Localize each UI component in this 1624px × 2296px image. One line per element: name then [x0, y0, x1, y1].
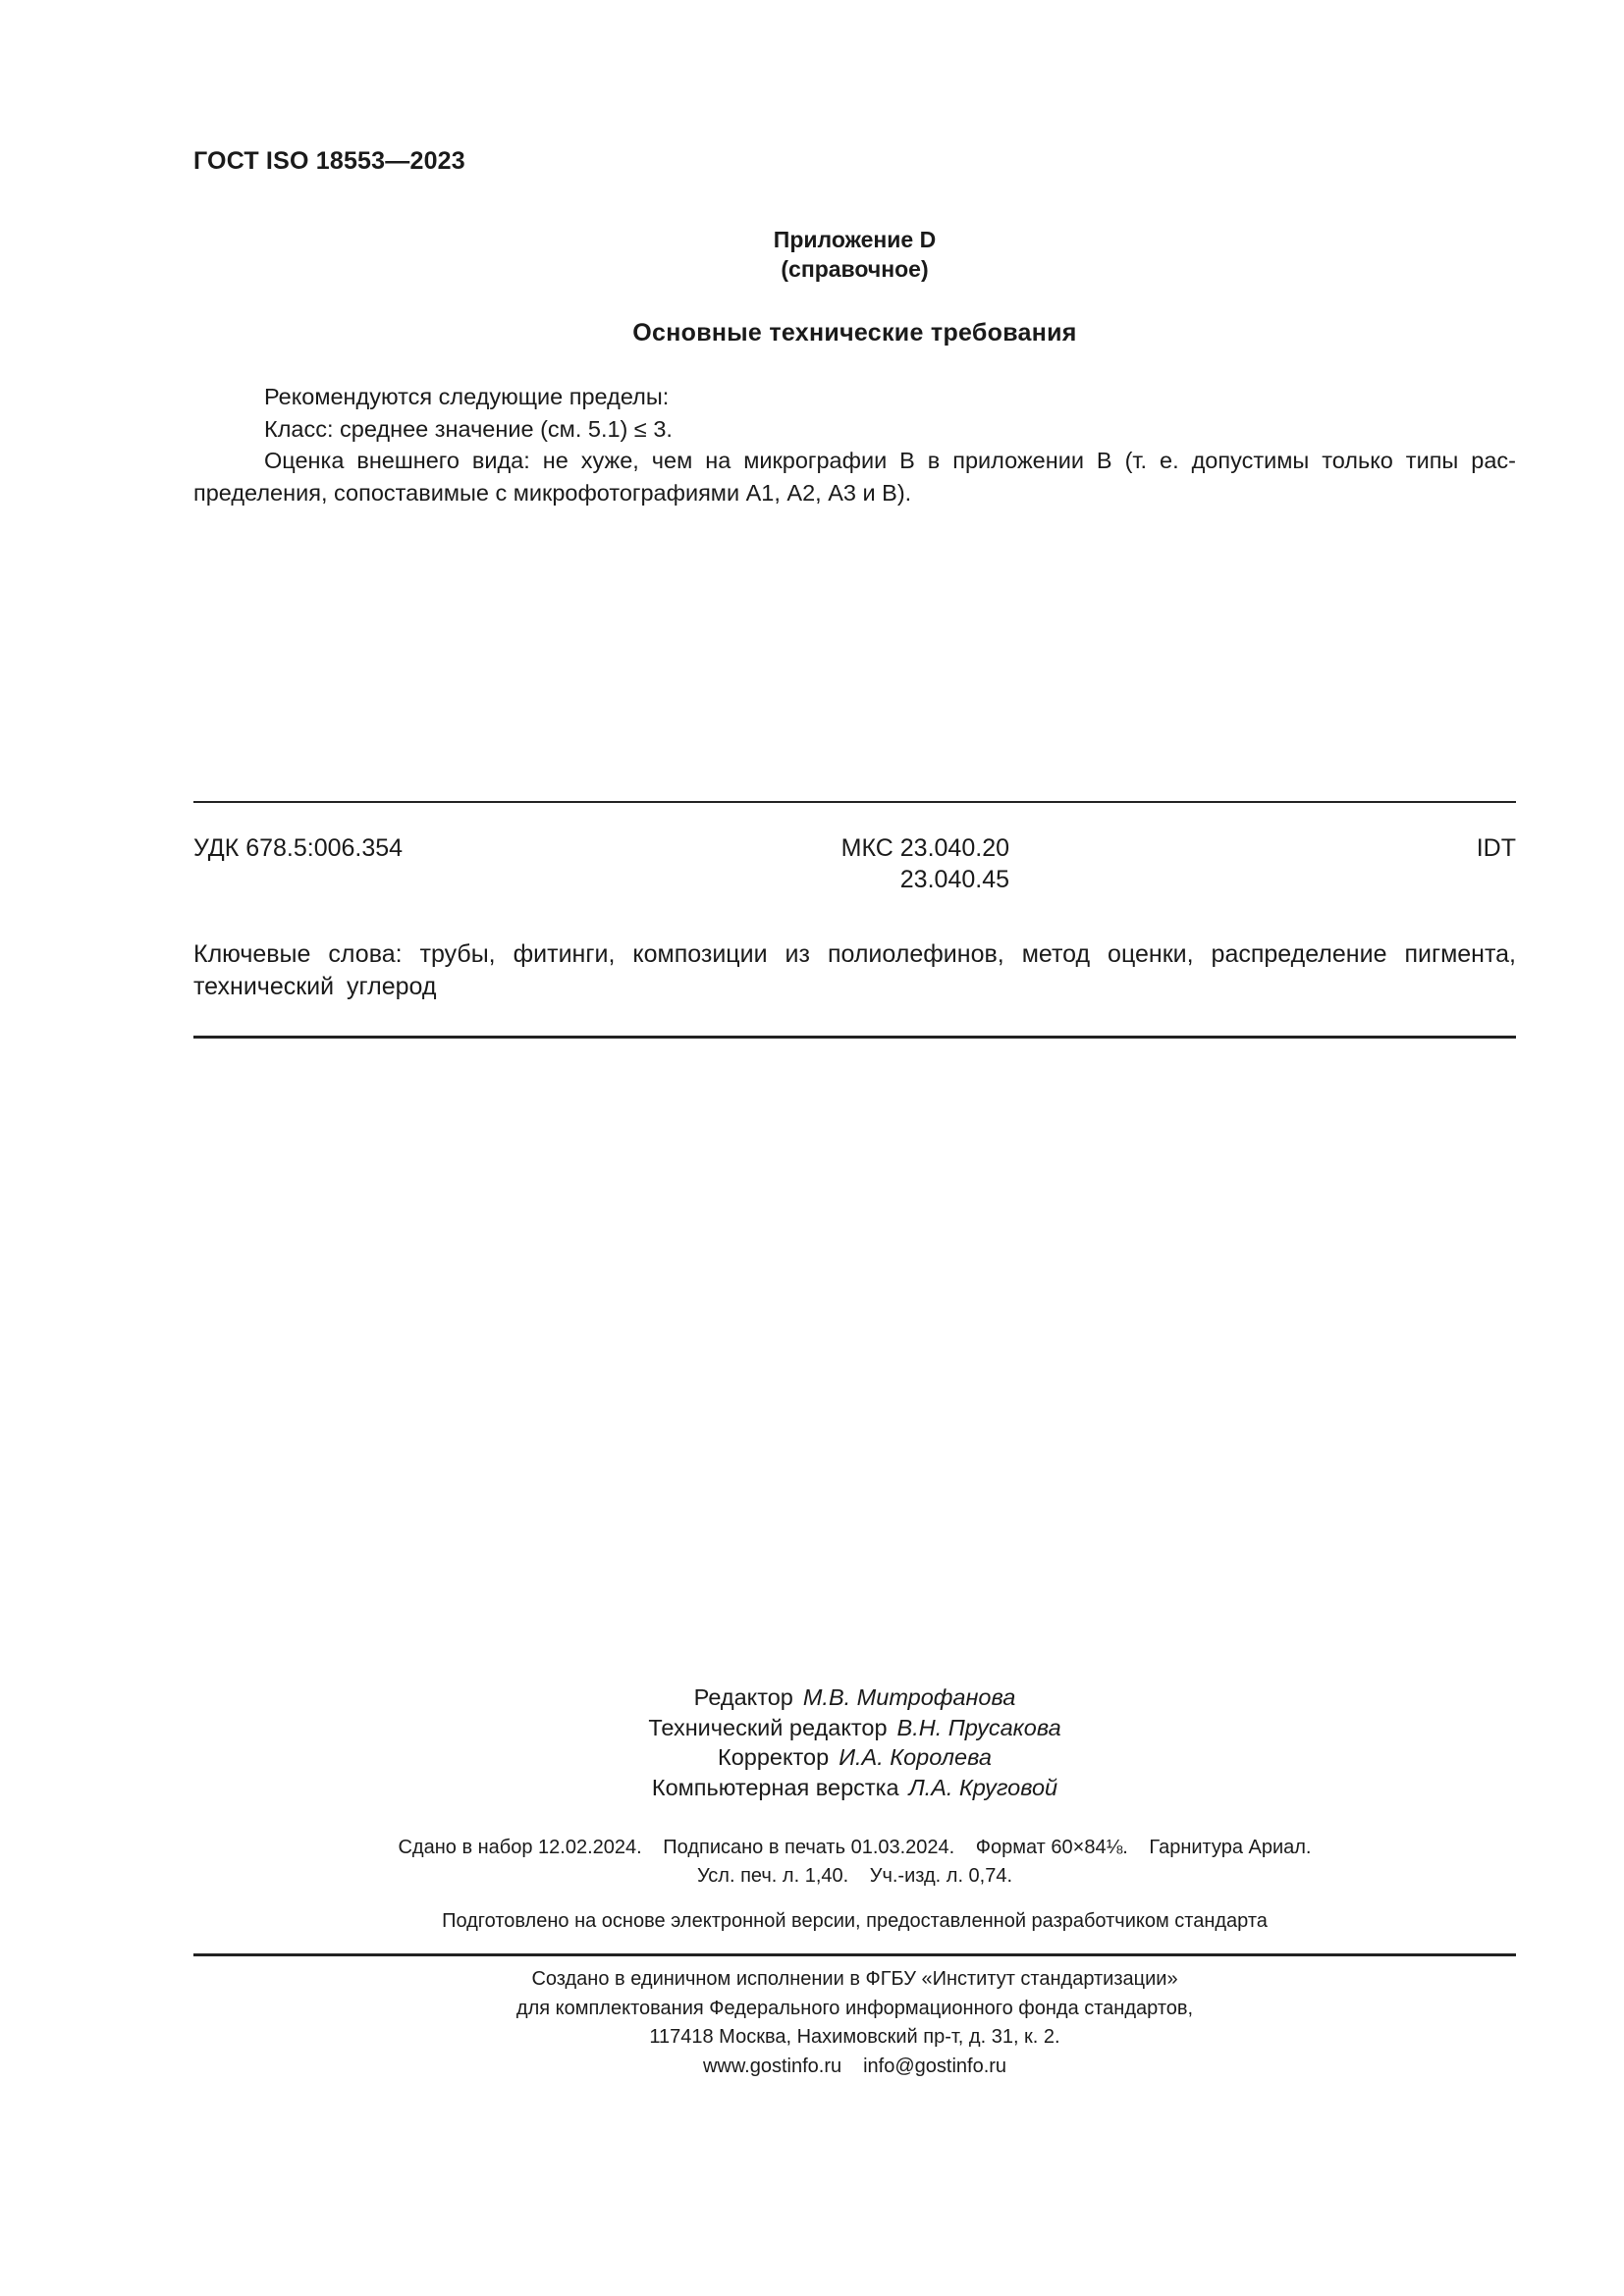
paragraph: Рекомендуются следующие пределы: [264, 384, 670, 409]
imprint-line-2 [193, 1862, 1516, 1891]
publisher-line: для комплектования Федерального информационного фонда стандартов, [515, 1997, 1194, 2019]
staff-role: Компьютерная верстка [651, 1774, 899, 1800]
submitted-date: Сдано в набор 12.02.2024. [398, 1837, 642, 1858]
paragraph: Оценка внешнего вида: не хуже, чем на микрографии В в приложении В (т. е. допустимы только типы рас-пределения, сопоставимые с микрофотографиями А1, А2, А3 и В). [193, 448, 1516, 506]
paragraph: Класс: среднее значение (см. 5.1) ≤ 3. [264, 415, 673, 442]
divider [193, 1036, 1516, 1039]
staff-line [193, 1773, 1516, 1803]
staff-role: Корректор [718, 1744, 830, 1770]
typeface: Гарнитура Ариал. [1149, 1837, 1312, 1858]
publisher-line: Создано в единичном исполнении в ФГБУ «Институт стандартизации» [531, 1968, 1178, 1990]
udk-code: УДК 678.5:006.354 [193, 834, 404, 862]
imprint-line-1 [193, 1834, 1516, 1862]
publisher-contacts [193, 2053, 1516, 2082]
annex-type: (справочное) [781, 256, 929, 282]
annex-label: Приложение D [773, 227, 937, 252]
standard-designation: ГОСТ ISO 18553—2023 [193, 147, 465, 175]
paper-format: Формат 60×84⅛. [975, 1837, 1128, 1858]
signed-date: Подписано в печать 01.03.2024. [663, 1837, 955, 1858]
staff-line [193, 1713, 1516, 1743]
publisher-address: 117418 Москва, Нахимовский пр-т, д. 31, к. 2. [649, 2026, 1060, 2048]
mks-codes [823, 832, 1009, 895]
staff-name: И.А. Королева [839, 1744, 992, 1770]
staff-role: Технический редактор [648, 1714, 888, 1740]
section-title: Основные технические требования [632, 319, 1077, 347]
staff-name: В.Н. Прусакова [896, 1714, 1061, 1740]
body-text [193, 381, 1516, 508]
staff-line [193, 1682, 1516, 1713]
staff-role: Редактор [693, 1684, 793, 1710]
staff-line [193, 1742, 1516, 1773]
harmonization-degree: IDT [1476, 834, 1516, 862]
publisher-sheets: Уч.-изд. л. 0,74. [869, 1865, 1013, 1887]
keywords: Ключевые слова: трубы, фитинги, композиции из полиолефинов, метод оценки, распределение пигмента, технический углерод [193, 940, 1516, 1000]
imprint [193, 1834, 1516, 1891]
staff-list [193, 1682, 1516, 1802]
print-sheets: Усл. печ. л. 1,40. [696, 1865, 849, 1887]
mks-code-1: МКС 23.040.20 [840, 834, 1009, 862]
mks-code-2: 23.040.45 [899, 866, 1009, 893]
staff-name: Л.А. Круговой [908, 1774, 1058, 1800]
publisher-info [193, 1965, 1516, 2081]
divider [193, 801, 1516, 803]
divider [193, 1953, 1516, 1956]
prepared-note: Подготовлено на основе электронной версии, предоставленной разработчиком стандарта [442, 1910, 1268, 1932]
email-link[interactable]: info@gostinfo.ru [863, 2055, 1007, 2077]
website-link[interactable]: www.gostinfo.ru [702, 2055, 842, 2077]
staff-name: М.В. Митрофанова [802, 1684, 1016, 1710]
